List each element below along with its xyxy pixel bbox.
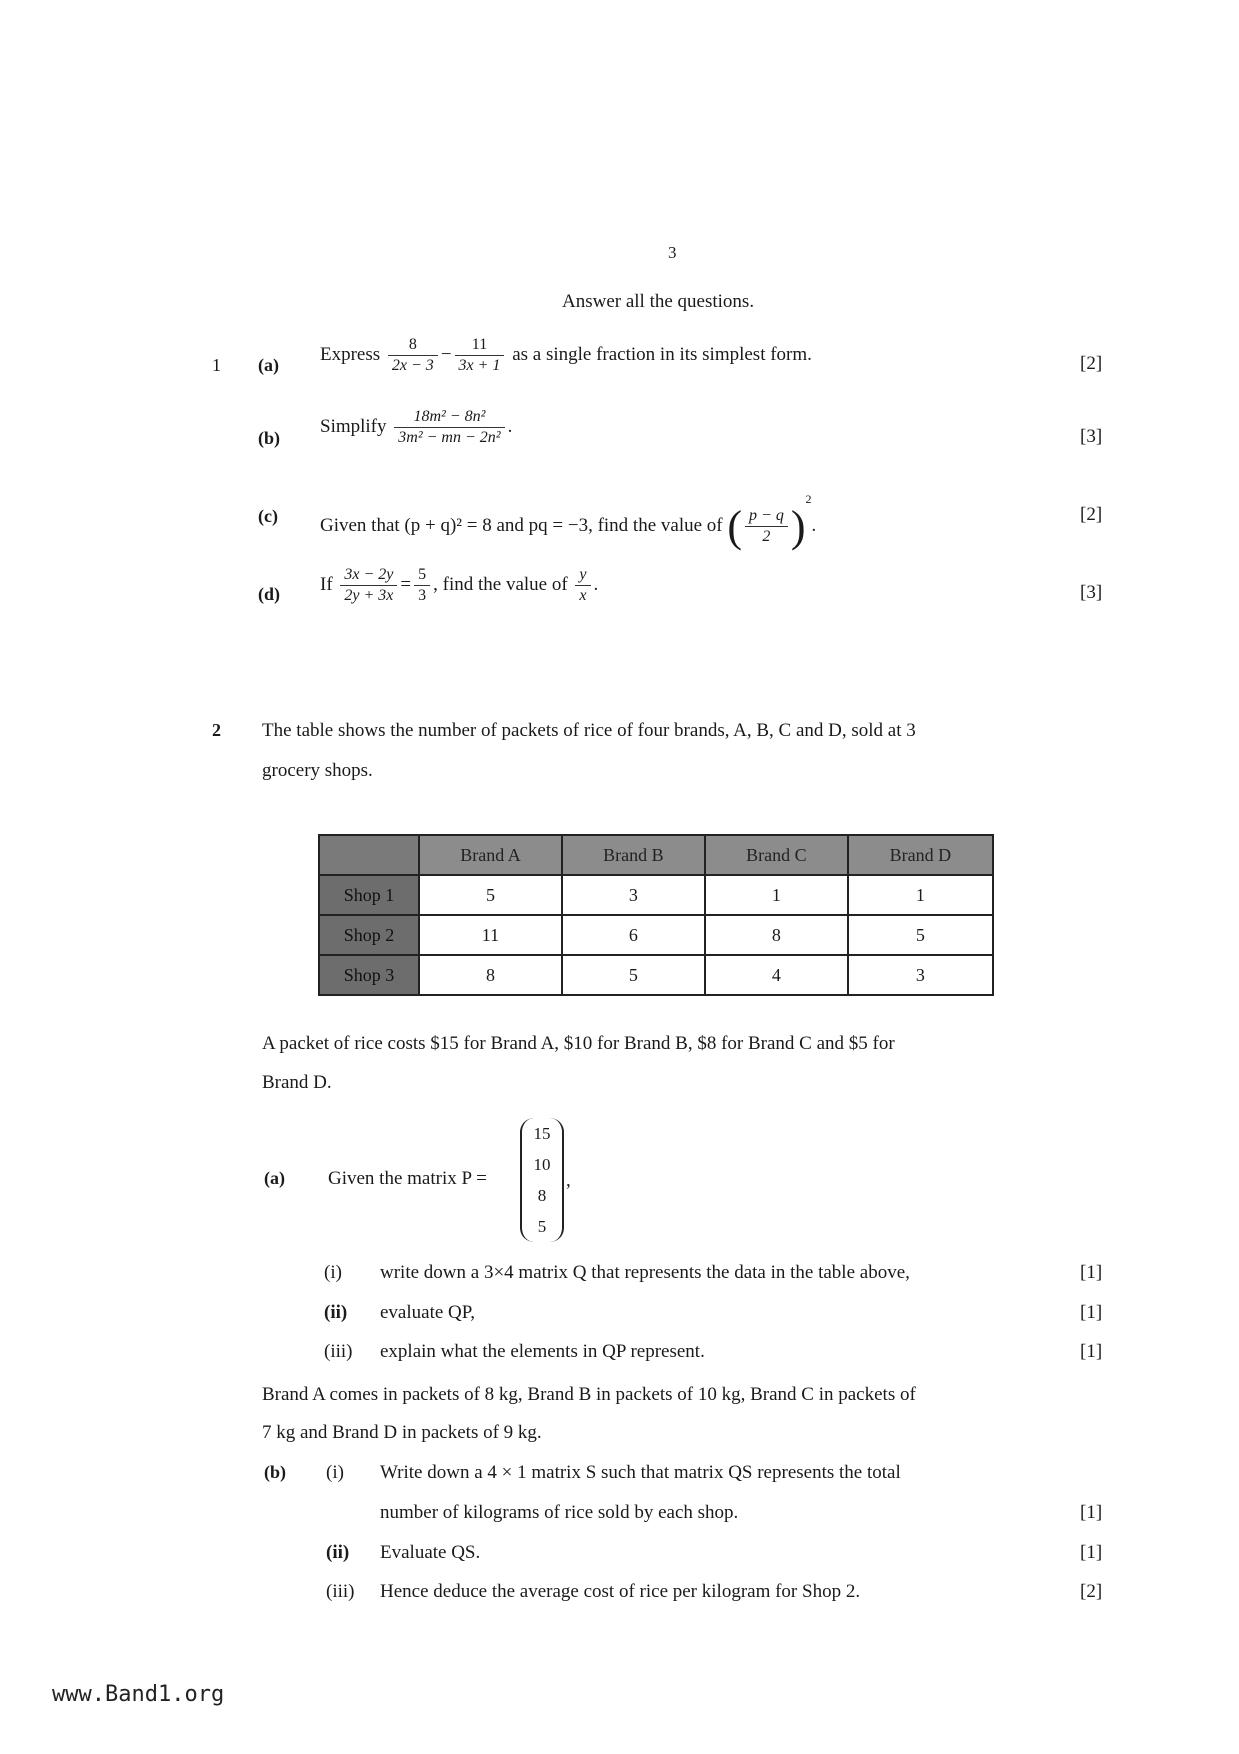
q2a-i-text: write down a 3×4 matrix Q that represents the data in the table above, [380,1262,910,1283]
q1b-marks: [3] [1080,426,1103,447]
page-number: 3 [668,243,677,262]
table-row-label: Shop 3 [319,955,419,995]
table-header-brand-c: Brand C [705,835,848,875]
q2a-label: (a) [264,1168,285,1188]
q2b-i-text-line-2: number of kilograms of rice sold by each shop. [380,1502,739,1523]
q2-weights-line-1: Brand A comes in packets of 8 kg, Brand B in packets of 10 kg, Brand C in packets of [262,1384,916,1405]
q1b-fraction: $\frac{\text{18m² − 8n²}}{\text{3m² − mn − 2n²}}$ [394,408,504,447]
q2-intro-line-2: grocery shops. [262,760,373,781]
q1a-fraction-2: $\frac{11}{3x + 1}$ [455,336,505,375]
table-header-row [319,835,993,875]
q2-weights-line-2: 7 kg and Brand D in packets of 9 kg. [262,1422,542,1443]
q1c-label: (c) [258,506,278,526]
q2a-iii-marks: [1] [1080,1341,1103,1362]
q1d-fraction-1: $\frac{3x - 2y}{2y + 3x}$ [340,566,397,605]
q2a-i-marks: [1] [1080,1262,1103,1283]
table-cell: 6 [562,915,705,955]
q2a-iii-label: (iii) [324,1341,353,1362]
table-row-label: Shop 2 [319,915,419,955]
table-cell: 8 [705,915,848,955]
q1d-marks: [3] [1080,582,1103,603]
q2b-i-text: Write down a 4 × 1 matrix S such that matrix QS represents the total [380,1462,901,1483]
table-row-label: Shop 1 [319,875,419,915]
q1a-pre: Express [320,343,381,365]
question-2-number: 2 [212,720,221,740]
q2b-iii-marks: [2] [1080,1581,1103,1602]
table-header-brand-d: Brand D [848,835,993,875]
q2a-iii-text: explain what the elements in QP represent. [380,1341,705,1362]
q2b-ii-marks: [1] [1080,1542,1103,1563]
q2-intro-line-1: The table shows the number of packets of rice of four brands, A, B, C and D, sold at 3 [262,720,916,741]
q2b-label: (b) [264,1462,286,1482]
q1b-label: (b) [258,428,280,448]
q2a-i-label: (i) [324,1262,342,1283]
table-corner-cell [319,835,419,875]
question-1-number: 1 [212,355,221,375]
instruction-heading: Answer all the questions. [562,291,755,312]
rice-packets-table [318,834,994,996]
table-cell: 3 [562,875,705,915]
q1c-fraction: $\frac{p - q}{2}$ [745,507,788,546]
q1a-fraction-1: $\frac{8}{2x - 3}$ [388,336,438,375]
site-watermark: www.Band1.org [52,1682,225,1707]
q2b-i-label: (i) [326,1462,344,1483]
q2a-ii-marks: [1] [1080,1302,1103,1323]
q1d-fraction-3: $\frac{y}{x}$ [575,566,590,605]
table-cell: 11 [419,915,562,955]
q1a-text: Express $\frac{8}{2x - 3}$ − $\frac{11}{3x + 1}$ as a single fraction in its simplest form. [320,336,812,374]
q1d-label: (d) [258,584,280,604]
matrix-p-element: 15 [533,1124,551,1143]
matrix-p [520,1118,564,1242]
q2b-i-marks: [1] [1080,1502,1103,1523]
table-header-brand-b: Brand B [562,835,705,875]
q2b-ii-label: (ii) [326,1542,350,1563]
q2a-post: , [566,1170,571,1191]
q2-cost-line-2: Brand D. [262,1072,332,1093]
table-row [319,875,993,915]
table-header-brand-a: Brand A [419,835,562,875]
q2b-iii-text: Hence deduce the average cost of rice per kilogram for Shop 2. [380,1581,861,1602]
q1c-marks: [2] [1080,504,1103,525]
q1b-text: Simplify $\frac{\text{18m² − 8n²}}{\text{3m² − mn − 2n²}}$ . [320,408,513,446]
table-cell: 1 [848,875,993,915]
q1d-fraction-2: $\frac{5}{3}$ [414,566,430,605]
table-cell: 5 [848,915,993,955]
table-cell: 3 [848,955,993,995]
q1a-post: as a single fraction in its simplest form. [512,343,812,365]
q1a-marks: [2] [1080,353,1103,374]
q2a-text: Given the matrix P = [328,1168,487,1189]
table-row [319,915,993,955]
table-cell: 1 [705,875,848,915]
q1a-label: (a) [258,355,279,375]
q2b-iii-label: (iii) [326,1581,355,1602]
table-cell: 4 [705,955,848,995]
q2-cost-line-1: A packet of rice costs $15 for Brand A, $10 for Brand B, $8 for Brand C and $5 for [262,1033,895,1054]
table-cell: 8 [419,955,562,995]
matrix-p-element: 5 [537,1217,547,1236]
matrix-p-element: 8 [537,1186,547,1205]
q1c-text: Given that (p + q)² = 8 and pq = −3, find the value of ( $\frac{p - q}{2}$ )$^2$. [320,492,817,552]
table-row [319,955,993,995]
q2a-ii-label: (ii) [324,1302,348,1323]
matrix-p-element: 10 [533,1155,551,1174]
q1d-text: If $\frac{3x - 2y}{2y + 3x}$ = $\frac{5}{3}$ , find the value of $\frac{y}{x}$ . [320,566,599,604]
table-cell: 5 [562,955,705,995]
table-cell: 5 [419,875,562,915]
q2b-ii-text: Evaluate QS. [380,1542,481,1563]
q2a-ii-text: evaluate QP, [380,1302,475,1323]
